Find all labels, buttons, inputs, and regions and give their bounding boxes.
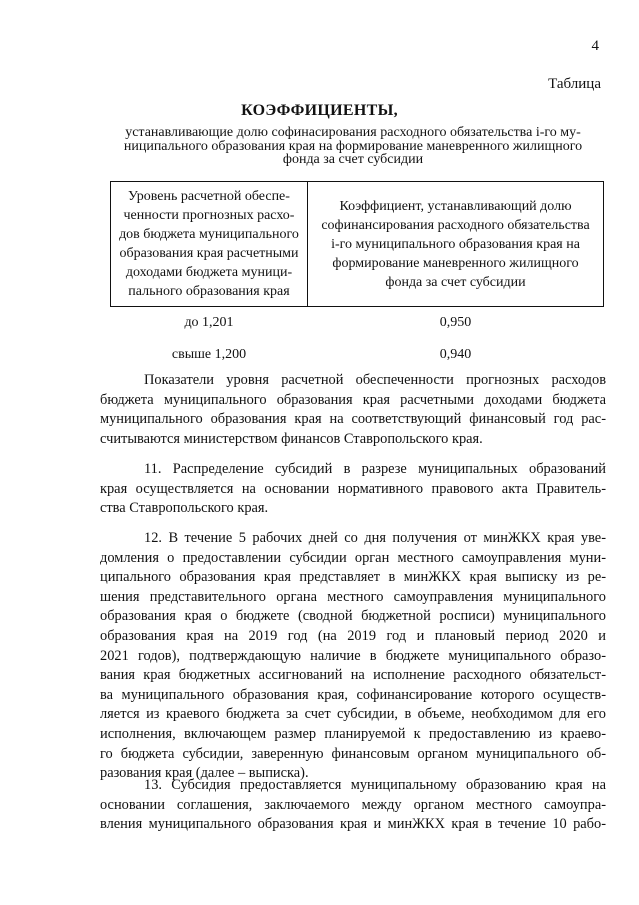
paragraph-line: шения представительного органа местного самоуправления муниципального (100, 588, 606, 605)
paragraph-line: домления о предоставлении субсидии орган местного самоуправления муни- (100, 549, 606, 566)
table-row (111, 339, 604, 371)
subtitle-line: устанавливающие долю софинасирования расходного обязательства i-го му- (125, 125, 581, 140)
paragraph-line: ва муниципального образования края, софинансирование которого осуществ- (100, 686, 606, 703)
coefficients-table (110, 181, 604, 371)
paragraph-line: 11. Распределение субсидий в разрезе муниципальных образований (144, 461, 606, 477)
paragraph-line: 13. Субсидия предоставляется муниципальному образованию края на (144, 777, 606, 793)
paragraph-11 (100, 460, 606, 519)
coefficient-cell: 0,940 (439, 347, 472, 362)
paragraph-indicators (100, 371, 606, 449)
header-level-line: ченности прогнозных расхо- (123, 208, 295, 223)
paragraph-line: бюджета муниципального образования края расчетными доходами бюджета (100, 391, 606, 408)
header-coefficient-line: фонда за счет субсидии (385, 274, 526, 290)
header-coefficient-line: i-го муниципального образования края на (331, 236, 580, 252)
paragraph-line: муниципального образования края на соответствующий финансовый год рас- (100, 411, 606, 428)
subtitle-line: фонда за счет субсидии (282, 152, 424, 167)
paragraph-line: 12. В течение 5 рабочих дней со дня получения от минЖКХ края уве- (144, 530, 606, 546)
paragraph-line: образования края о бюджете (сводной бюджетной росписи) муниципального (100, 608, 606, 625)
paragraph-line: ства Ставропольского края. (100, 500, 269, 517)
header-level-line: образования края расчетными (119, 246, 299, 261)
paragraph-line: Показатели уровня расчетной обеспеченности прогнозных расходов (144, 372, 606, 388)
paragraph-line: края осуществляется на основании нормативного правового акта Правитель- (100, 480, 606, 497)
paragraph-line: 2021 годов), подтверждающую наличие в бюджете муниципального образо- (100, 647, 606, 664)
table-label: Таблица (548, 76, 601, 92)
header-coefficient-line: формирование маневренного жилищного (332, 255, 579, 271)
level-cell: до 1,201 (184, 315, 234, 330)
table-header-row (111, 182, 604, 307)
header-coefficient-line: софинансирования расходного обязательства (321, 217, 590, 233)
subtitle-line: ниципального образования края на формирование маневренного жилищного (123, 138, 583, 154)
paragraph-line: вления муниципального образования края и минЖКХ края в течение 10 рабо- (100, 816, 606, 833)
header-level-line: Уровень расчетной обеспе- (128, 189, 290, 204)
coefficient-cell: 0,950 (439, 315, 472, 330)
paragraph-line: го бюджета субсидии, заверенную финансовым органом муниципального об- (100, 745, 606, 762)
header-level (111, 182, 308, 307)
page-number: 4 (591, 38, 599, 54)
level-cell: свыше 1,200 (171, 347, 247, 362)
header-level-line: доходами бюджета муници- (125, 265, 293, 280)
paragraph-line: считываются министерством финансов Ставропольского края. (100, 430, 483, 447)
paragraph-line: исполнения, включающем размер планируемой к предоставлению из краево- (100, 725, 606, 742)
table-title: КОЭФФИЦИЕНТЫ, (241, 102, 398, 119)
paragraph-line: основании соглашения, заключаемого между органом местного самоупра- (100, 796, 606, 813)
paragraph-line: разования края (далее – выписка). (100, 765, 309, 782)
paragraph-12 (100, 529, 606, 784)
paragraph-line: ципального образования края представляет в минЖКХ края выписку из ре- (100, 569, 606, 586)
table-subtitle (108, 126, 598, 167)
paragraph-line: ляется из краевого бюджета за счет субсидии, в объеме, необходимом для его (100, 706, 606, 723)
header-level-line: дов бюджета муниципального (119, 227, 299, 242)
paragraph-line: образования края на 2019 год (на 2019 год и плановый период 2020 и (100, 627, 606, 644)
paragraph-line: вания края бюджетных ассигнований на исполнение расходного обязательст- (100, 667, 606, 684)
header-coefficient-line: Коэффициент, устанавливающий долю (339, 198, 572, 214)
paragraph-13 (100, 776, 606, 835)
table-row (111, 307, 604, 340)
header-coefficient (308, 182, 604, 307)
header-level-line: пального образования края (128, 284, 290, 299)
